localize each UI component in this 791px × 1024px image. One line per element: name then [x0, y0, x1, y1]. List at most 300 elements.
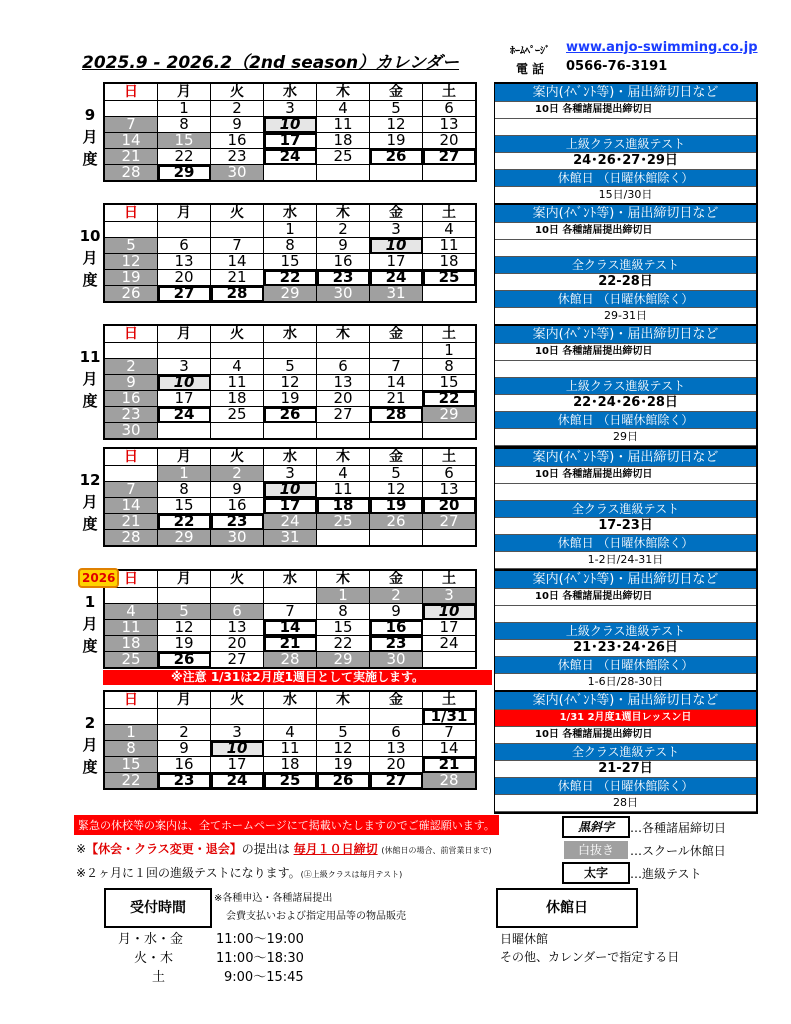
- day-cell: 16: [211, 133, 264, 149]
- weekday-header: 火: [211, 204, 264, 222]
- weekday-header: 日: [104, 570, 158, 588]
- day-cell: 5: [158, 604, 211, 620]
- weekday-header: 日: [104, 691, 158, 709]
- week-row: [104, 514, 476, 530]
- week-row: [104, 620, 476, 636]
- day-cell: [423, 286, 477, 303]
- week-row: [104, 466, 476, 482]
- info-line: 上級クラス進級テスト: [495, 378, 756, 395]
- day-cell: 22: [158, 514, 211, 530]
- day-cell: 1/31: [423, 709, 477, 725]
- day-cell: 6: [423, 101, 477, 117]
- day-cell: 21: [370, 391, 423, 407]
- day-cell: 13: [317, 375, 370, 391]
- day-cell: [211, 588, 264, 604]
- day-cell: [211, 709, 264, 725]
- day-cell: 15: [264, 254, 317, 270]
- day-cell: 5: [370, 466, 423, 482]
- hours-time-3: 9:00～15:45: [224, 970, 304, 985]
- day-cell: 26: [264, 407, 317, 423]
- day-cell: 18: [264, 757, 317, 773]
- info-header: 案内(ｲﾍﾞﾝﾄ等)・届出締切日など: [495, 84, 756, 102]
- day-cell: 20: [423, 498, 477, 514]
- month-notice: ※注意 1/31は2月度1週目として実施します。: [103, 670, 492, 685]
- info-line: 28日: [495, 795, 756, 812]
- day-cell: 6: [423, 466, 477, 482]
- info-line: 上級クラス進級テスト: [495, 623, 756, 640]
- day-cell: 10: [211, 741, 264, 757]
- day-cell: 26: [158, 652, 211, 669]
- day-cell: 4: [317, 466, 370, 482]
- day-cell: 2: [104, 359, 158, 375]
- hours-time-1: 11:00～19:00: [216, 932, 304, 947]
- week-row: [104, 165, 476, 182]
- day-cell: [370, 530, 423, 547]
- day-cell: [158, 343, 211, 359]
- month-grid: [103, 82, 477, 182]
- info-line: 全クラス進級テスト: [495, 744, 756, 761]
- day-cell: 4: [423, 222, 477, 238]
- hours-days-1: 月・水・金: [118, 932, 184, 947]
- info-line: [495, 606, 756, 623]
- month-grid: [103, 203, 477, 303]
- weekday-header: 木: [317, 448, 370, 466]
- info-panel: [494, 324, 758, 448]
- day-cell: 28: [423, 773, 477, 790]
- month-grid: [103, 324, 477, 440]
- legend-closed-box: 白抜き: [562, 839, 630, 861]
- day-cell: 3: [211, 725, 264, 741]
- day-cell: 19: [370, 133, 423, 149]
- week-row: [104, 588, 476, 604]
- day-cell: 11: [264, 741, 317, 757]
- closed-title: 休館日: [496, 888, 638, 928]
- weekday-header: 月: [158, 83, 211, 101]
- day-cell: 23: [370, 636, 423, 652]
- day-cell: 28: [104, 165, 158, 182]
- day-cell: 9: [317, 238, 370, 254]
- month-grid: [103, 569, 477, 669]
- day-cell: [423, 530, 477, 547]
- day-cell: 9: [370, 604, 423, 620]
- day-cell: 12: [317, 741, 370, 757]
- day-cell: 1: [158, 101, 211, 117]
- day-cell: 5: [370, 101, 423, 117]
- day-cell: [423, 423, 477, 440]
- hours-days-2: 火・木: [134, 951, 174, 966]
- week-row: [104, 359, 476, 375]
- weekday-header: 日: [104, 83, 158, 101]
- weekday-header: 土: [423, 204, 477, 222]
- homepage-link[interactable]: www.anjo-swimming.co.jp: [566, 40, 758, 55]
- day-cell: 14: [264, 620, 317, 636]
- week-row: [104, 423, 476, 440]
- day-cell: 6: [211, 604, 264, 620]
- day-cell: 4: [211, 359, 264, 375]
- day-cell: 23: [211, 149, 264, 165]
- weekday-header: 木: [317, 83, 370, 101]
- day-cell: 4: [104, 604, 158, 620]
- day-cell: [264, 165, 317, 182]
- day-cell: 31: [264, 530, 317, 547]
- info-line: 10日 各種諸届提出締切日: [495, 727, 756, 744]
- day-cell: [158, 709, 211, 725]
- info-panel: [494, 569, 758, 693]
- day-cell: 11: [104, 620, 158, 636]
- week-row: [104, 741, 476, 757]
- day-cell: 6: [370, 725, 423, 741]
- day-cell: [423, 652, 477, 669]
- week-row: [104, 709, 476, 725]
- day-cell: 30: [370, 652, 423, 669]
- day-cell: 19: [104, 270, 158, 286]
- weekday-header: 土: [423, 570, 477, 588]
- day-cell: 22: [423, 391, 477, 407]
- day-cell: [211, 423, 264, 440]
- info-line: 17-23日: [495, 518, 756, 535]
- day-cell: 10: [423, 604, 477, 620]
- weekday-header: 火: [211, 691, 264, 709]
- day-cell: 11: [211, 375, 264, 391]
- weekday-header: 木: [317, 325, 370, 343]
- day-cell: 8: [158, 117, 211, 133]
- day-cell: 29: [264, 286, 317, 303]
- weekday-header: 水: [264, 448, 317, 466]
- week-row: [104, 604, 476, 620]
- day-cell: 6: [317, 359, 370, 375]
- day-cell: 23: [158, 773, 211, 790]
- day-cell: 27: [423, 149, 477, 165]
- month-label: 12 月 度: [79, 471, 101, 533]
- day-cell: 14: [211, 254, 264, 270]
- week-row: [104, 725, 476, 741]
- day-cell: [104, 588, 158, 604]
- day-cell: 28: [264, 652, 317, 669]
- weekday-header: 金: [370, 570, 423, 588]
- day-cell: [264, 588, 317, 604]
- day-cell: 17: [158, 391, 211, 407]
- day-cell: 20: [317, 391, 370, 407]
- day-cell: 26: [104, 286, 158, 303]
- day-cell: 18: [211, 391, 264, 407]
- week-row: [104, 254, 476, 270]
- day-cell: 19: [158, 636, 211, 652]
- day-cell: 26: [370, 149, 423, 165]
- day-cell: [158, 423, 211, 440]
- day-cell: 27: [211, 652, 264, 669]
- day-cell: 1: [423, 343, 477, 359]
- weekday-header: 木: [317, 691, 370, 709]
- info-panel: [494, 203, 758, 327]
- info-panel: [494, 447, 758, 571]
- weekday-header: 水: [264, 570, 317, 588]
- day-cell: 7: [423, 725, 477, 741]
- day-cell: 24: [423, 636, 477, 652]
- weekday-header: 日: [104, 448, 158, 466]
- day-cell: 7: [211, 238, 264, 254]
- day-cell: 22: [317, 636, 370, 652]
- closed-sunday: 日曜休館: [500, 932, 549, 946]
- weekday-header: 日: [104, 325, 158, 343]
- day-cell: 18: [104, 636, 158, 652]
- info-line: 上級クラス進級テスト: [495, 136, 756, 153]
- week-row: [104, 343, 476, 359]
- hours-time-2: 11:00～18:30: [216, 951, 304, 966]
- legend-deadline-box: 黒斜字: [562, 816, 630, 838]
- day-cell: [211, 343, 264, 359]
- day-cell: [158, 222, 211, 238]
- day-cell: 16: [370, 620, 423, 636]
- info-line: 10日 各種諸届提出締切日: [495, 344, 756, 361]
- week-row: [104, 636, 476, 652]
- weekday-header: 月: [158, 691, 211, 709]
- day-cell: 20: [423, 133, 477, 149]
- day-cell: 10: [158, 375, 211, 391]
- day-cell: [158, 588, 211, 604]
- weekday-header: 金: [370, 691, 423, 709]
- day-cell: [104, 222, 158, 238]
- day-cell: 14: [104, 133, 158, 149]
- hours-days-3: 土: [152, 970, 166, 985]
- day-cell: 15: [317, 620, 370, 636]
- week-row: [104, 773, 476, 790]
- month-label: 10 月 度: [79, 227, 101, 289]
- weekday-header: 土: [423, 83, 477, 101]
- info-line: 休館日 （日曜休館除く）: [495, 170, 756, 187]
- month-label: 2 月 度: [82, 714, 98, 776]
- day-cell: 16: [158, 757, 211, 773]
- day-cell: 17: [423, 620, 477, 636]
- info-header: 案内(ｲﾍﾞﾝﾄ等)・届出締切日など: [495, 205, 756, 223]
- day-cell: 4: [264, 725, 317, 741]
- legend-test-box: 太字: [562, 862, 630, 884]
- day-cell: 27: [423, 514, 477, 530]
- day-cell: 16: [211, 498, 264, 514]
- day-cell: 25: [317, 149, 370, 165]
- day-cell: [370, 709, 423, 725]
- day-cell: 5: [317, 725, 370, 741]
- weekday-header: 火: [211, 448, 264, 466]
- day-cell: 16: [104, 391, 158, 407]
- day-cell: 1: [317, 588, 370, 604]
- day-cell: 25: [264, 773, 317, 790]
- day-cell: 3: [370, 222, 423, 238]
- week-row: [104, 149, 476, 165]
- month-label: 11 月 度: [79, 348, 101, 410]
- weekday-header: 金: [370, 204, 423, 222]
- info-panel: [494, 690, 758, 814]
- day-cell: 7: [264, 604, 317, 620]
- day-cell: 1: [264, 222, 317, 238]
- day-cell: 8: [264, 238, 317, 254]
- month-grid: [103, 447, 477, 547]
- day-cell: 29: [317, 652, 370, 669]
- info-line: 10日 各種諸届提出締切日: [495, 589, 756, 606]
- day-cell: 24: [158, 407, 211, 423]
- info-line: 10日 各種諸届提出締切日: [495, 102, 756, 119]
- day-cell: [264, 423, 317, 440]
- day-cell: 8: [104, 741, 158, 757]
- weekday-header: 月: [158, 448, 211, 466]
- day-cell: 24: [264, 149, 317, 165]
- day-cell: 30: [211, 530, 264, 547]
- day-cell: 23: [211, 514, 264, 530]
- info-line: 休館日 （日曜休館除く）: [495, 778, 756, 795]
- day-cell: 12: [158, 620, 211, 636]
- day-cell: 7: [370, 359, 423, 375]
- week-row: [104, 270, 476, 286]
- day-cell: 11: [423, 238, 477, 254]
- day-cell: 25: [423, 270, 477, 286]
- info-line: 29-31日: [495, 308, 756, 325]
- day-cell: 21: [211, 270, 264, 286]
- day-cell: 28: [211, 286, 264, 303]
- day-cell: 4: [317, 101, 370, 117]
- info-line: 21-27日: [495, 761, 756, 778]
- day-cell: 16: [317, 254, 370, 270]
- day-cell: 20: [158, 270, 211, 286]
- info-line: 休館日 （日曜休館除く）: [495, 412, 756, 429]
- weekday-header: 水: [264, 204, 317, 222]
- emergency-notice: 緊急の休校等の案内は、全てホームページにて掲載いたしますのでご確認願います。: [74, 815, 499, 835]
- day-cell: [370, 423, 423, 440]
- weekday-header: 水: [264, 691, 317, 709]
- day-cell: 5: [264, 359, 317, 375]
- weekday-header: 木: [317, 570, 370, 588]
- info-header: 案内(ｲﾍﾞﾝﾄ等)・届出締切日など: [495, 326, 756, 344]
- year-badge: 2026: [78, 568, 119, 588]
- info-line: 10日 各種諸届提出締切日: [495, 467, 756, 484]
- week-row: [104, 391, 476, 407]
- day-cell: 9: [104, 375, 158, 391]
- day-cell: 12: [264, 375, 317, 391]
- week-row: [104, 117, 476, 133]
- day-cell: 8: [317, 604, 370, 620]
- info-line: 29日: [495, 429, 756, 446]
- info-line: 21･23･24･26日: [495, 640, 756, 657]
- day-cell: 19: [317, 757, 370, 773]
- day-cell: 29: [158, 165, 211, 182]
- deadline-note: ※【休会・クラス変更・退会】の提出は 毎月１０日締切 (休館日の場合、前営業日まで): [76, 842, 492, 856]
- weekday-header: 月: [158, 570, 211, 588]
- month-grid: [103, 690, 477, 790]
- weekday-header: 月: [158, 204, 211, 222]
- day-cell: 12: [370, 117, 423, 133]
- weekday-header: 水: [264, 325, 317, 343]
- day-cell: 8: [423, 359, 477, 375]
- weekday-header: 日: [104, 204, 158, 222]
- day-cell: 19: [370, 498, 423, 514]
- day-cell: 24: [211, 773, 264, 790]
- info-line: 10日 各種諸届提出締切日: [495, 223, 756, 240]
- day-cell: 14: [423, 741, 477, 757]
- week-row: [104, 530, 476, 547]
- info-header: 案内(ｲﾍﾞﾝﾄ等)・届出締切日など: [495, 449, 756, 467]
- weekday-header: 金: [370, 448, 423, 466]
- info-line: 休館日 （日曜休館除く）: [495, 535, 756, 552]
- day-cell: 17: [211, 757, 264, 773]
- day-cell: 2: [370, 588, 423, 604]
- legend-deadline-text: …各種諸届締切日: [630, 821, 727, 835]
- day-cell: 9: [158, 741, 211, 757]
- day-cell: 28: [104, 530, 158, 547]
- day-cell: 12: [104, 254, 158, 270]
- day-cell: 22: [104, 773, 158, 790]
- info-line: 1-2日/24-31日: [495, 552, 756, 569]
- info-line: 22-28日: [495, 274, 756, 291]
- info-line: [495, 240, 756, 257]
- day-cell: 8: [158, 482, 211, 498]
- reception-note: ※各種申込・各種諸届提出 会費支払いおよび指定用品等の物品販売: [214, 893, 406, 922]
- day-cell: 10: [264, 117, 317, 133]
- weekday-header: 水: [264, 83, 317, 101]
- info-line: 1-6日/28-30日: [495, 674, 756, 691]
- info-line: 22･24･26･28日: [495, 395, 756, 412]
- day-cell: 15: [158, 133, 211, 149]
- weekday-header: 火: [211, 325, 264, 343]
- day-cell: 13: [211, 620, 264, 636]
- closed-other: その他、カレンダーで指定する日: [500, 950, 680, 964]
- legend-closed-text: …スクール休館日: [630, 844, 726, 858]
- weekday-header: 火: [211, 570, 264, 588]
- week-row: [104, 222, 476, 238]
- week-row: [104, 133, 476, 149]
- phone-label: 電 話: [516, 62, 545, 76]
- day-cell: 2: [211, 466, 264, 482]
- day-cell: 30: [211, 165, 264, 182]
- day-cell: 10: [264, 482, 317, 498]
- day-cell: 12: [370, 482, 423, 498]
- day-cell: [264, 343, 317, 359]
- day-cell: 29: [423, 407, 477, 423]
- reception-title: 受付時間: [104, 888, 212, 928]
- info-line: 休館日 （日曜休館除く）: [495, 657, 756, 674]
- day-cell: [317, 423, 370, 440]
- day-cell: 21: [423, 757, 477, 773]
- info-line: 15日/30日: [495, 187, 756, 204]
- week-row: [104, 407, 476, 423]
- day-cell: 26: [317, 773, 370, 790]
- day-cell: 30: [104, 423, 158, 440]
- day-cell: [317, 709, 370, 725]
- day-cell: 7: [104, 117, 158, 133]
- day-cell: [104, 709, 158, 725]
- info-line: [495, 119, 756, 136]
- info-line: 24･26･27･29日: [495, 153, 756, 170]
- weekday-header: 土: [423, 325, 477, 343]
- day-cell: 17: [264, 133, 317, 149]
- day-cell: 25: [211, 407, 264, 423]
- day-cell: 1: [104, 725, 158, 741]
- info-line: [495, 361, 756, 378]
- day-cell: [211, 222, 264, 238]
- weekday-header: 金: [370, 83, 423, 101]
- month-label: 1 月 度: [82, 593, 98, 655]
- day-cell: [264, 709, 317, 725]
- day-cell: 25: [317, 514, 370, 530]
- day-cell: 18: [423, 254, 477, 270]
- day-cell: [423, 165, 477, 182]
- weekday-header: 火: [211, 83, 264, 101]
- day-cell: 3: [158, 359, 211, 375]
- day-cell: [104, 343, 158, 359]
- info-line: 休館日 （日曜休館除く）: [495, 291, 756, 308]
- day-cell: 28: [370, 407, 423, 423]
- day-cell: [370, 343, 423, 359]
- weekday-header: 土: [423, 448, 477, 466]
- day-cell: 6: [158, 238, 211, 254]
- weekday-header: 土: [423, 691, 477, 709]
